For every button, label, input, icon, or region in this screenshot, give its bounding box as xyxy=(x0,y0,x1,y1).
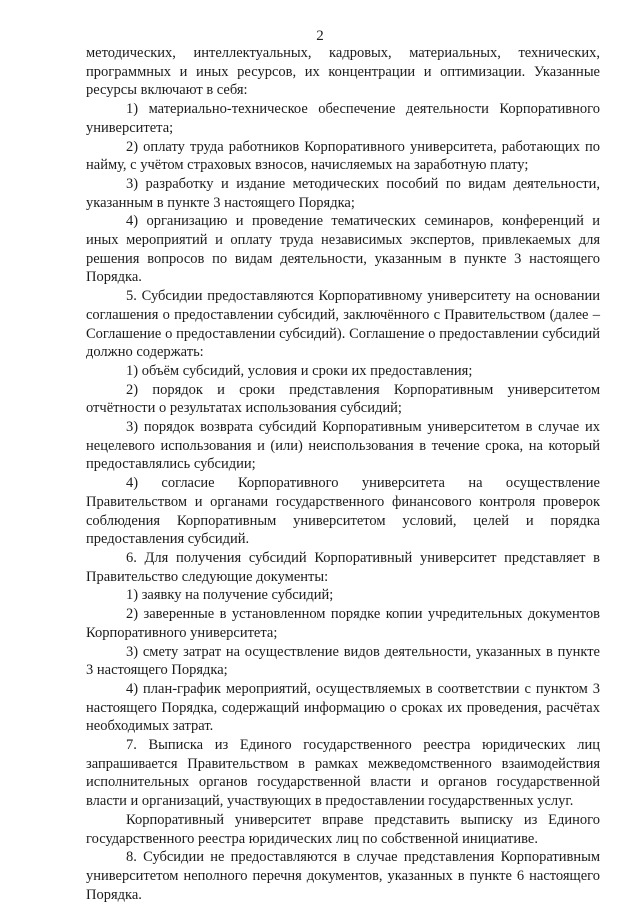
list-item-methodical-manuals: 3) разработку и издание методических пособий по видам деятельности, указанным в пункте 3 настоящего Порядка; xyxy=(86,175,600,211)
page-number: 2 xyxy=(316,28,324,44)
list-item-subsidy-volume: 1) объём субсидий, условия и сроки их предоставления; xyxy=(126,362,473,379)
clause-8: 8. Субсидии не предоставляются в случае представления Корпоративным университетом неполного перечня документов, указанных в пункте 6 настоящего Порядка. xyxy=(86,849,600,903)
list-item-cost-estimate: 3) смету затрат на осуществление видов деятельности, указанных в пункте 3 настоящего Порядка; xyxy=(86,643,600,679)
list-item-labor-payment: 2) оплату труда работников Корпоративного университета, работающих по найму, с учётом страховых взносов, начисляемых на заработную плату; xyxy=(86,138,600,174)
list-item-material-support: 1) материально-техническое обеспечение деятельности Корпоративного университета; xyxy=(86,101,600,136)
list-item-founding-documents: 2) заверенные в установленном порядке копии учредительных документов Корпоративного университета; xyxy=(86,606,600,641)
clause-6: 6. Для получения субсидий Корпоративный университет представляет в Правительство следующие документы: xyxy=(86,549,600,585)
list-item-schedule: 4) план-график мероприятий, осуществляемых в соответствии с пунктом 3 настоящего Порядка, содержащий информацию о сроках их проведения, расчётах необходимых затрат. xyxy=(86,680,600,735)
list-item-reporting: 2) порядок и сроки представления Корпоративным университетом отчётности о результатах использования субсидий; xyxy=(86,381,600,417)
list-item-refund: 3) порядок возврата субсидий Корпоративным университетом в случае их нецелевого использования и (или) неиспользования в течение срока, на который предоставлялись субсидии; xyxy=(86,419,600,473)
list-item-application: 1) заявку на получение субсидий; xyxy=(126,587,334,604)
paragraph-resources-continued: методических, интеллектуальных, кадровых, материальных, технических, программных и иных ресурсов, их концентрации и оптимизации. Указанные ресурсы включают в себя: xyxy=(86,45,600,99)
list-item-audit-consent: 4) согласие Корпоративного университета на осуществление Правительством и органами государственного финансового контроля проверок соблюдения Корпоративным университетом условий, целей и порядка предоставления субсидий. xyxy=(86,475,600,548)
paragraph-own-initiative: Корпоративный университет вправе представить выписку из Единого государственного реестра юридических лиц по собственной инициативе. xyxy=(86,811,600,847)
clause-5: 5. Субсидии предоставляются Корпоративному университету на основании соглашения о предоставлении субсидий, заключённого с Правительством (далее – Соглашение о предоставлении субсидий). Соглашение о предоставлении субсидий должно содержать: xyxy=(86,288,600,361)
document-body xyxy=(86,44,600,904)
clause-7: 7. Выписка из Единого государственного реестра юридических лиц запрашивается Правительством в рамках межведомственного взаимодействия исполнительных органов государственной власти и органов государственной власти и организаций, участвующих в предоставлении государственных услуг. xyxy=(86,737,600,810)
list-item-seminars: 4) организацию и проведение тематических семинаров, конференций и иных мероприятий и оплату труда независимых экспертов, привлекаемых для решения вопросов по видам деятельности, указанным в пункте 3 настоящего Порядка. xyxy=(86,213,600,286)
